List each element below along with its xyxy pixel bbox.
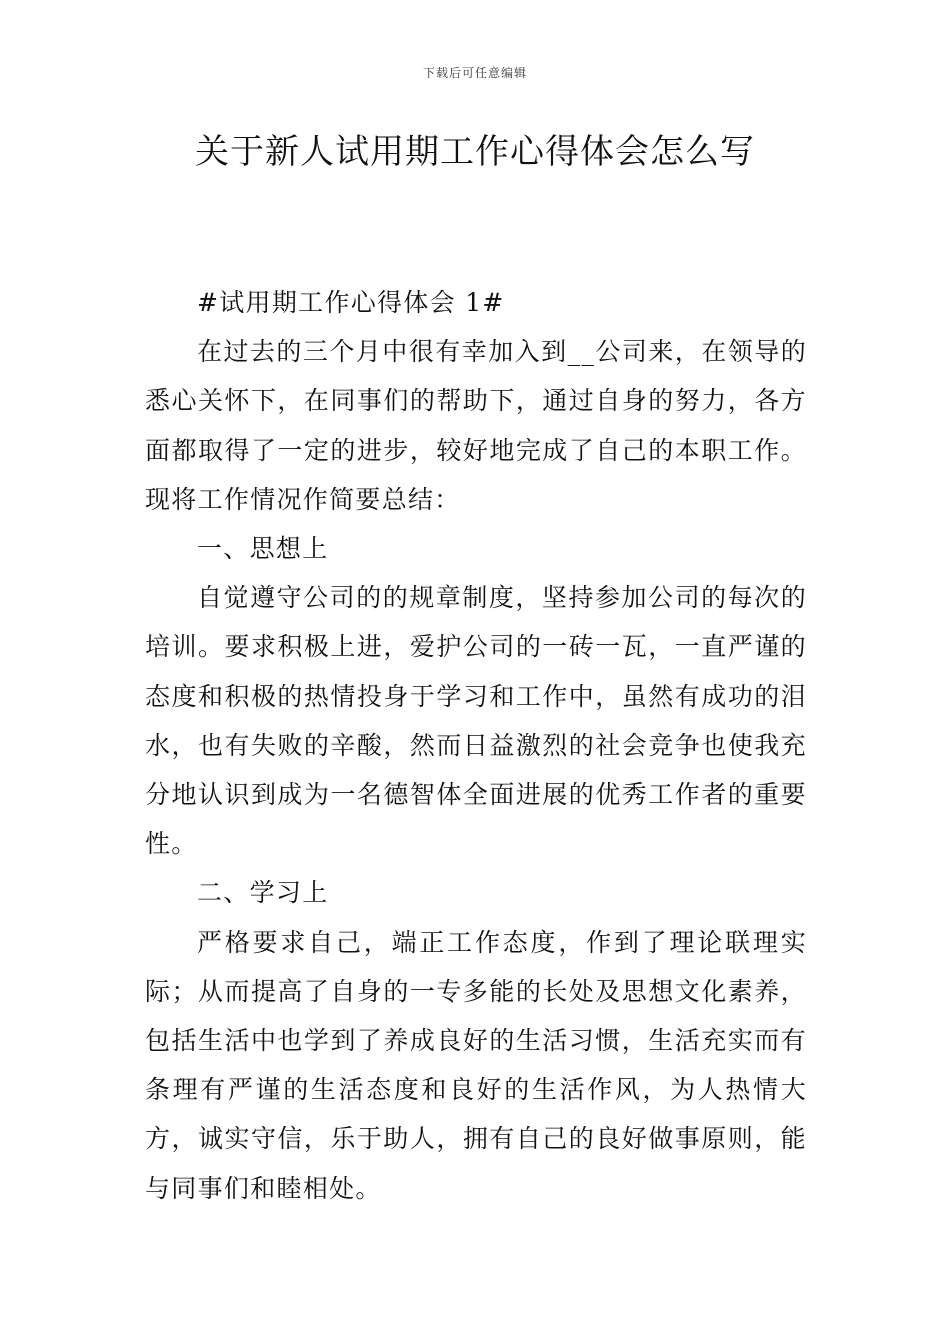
thought-paragraph: 自觉遵守公司的的规章制度，坚持参加公司的每次的培训。要求积极上进，爱护公司的一砖一瓦，一直严谨的态度和积极的热情投身于学习和工作中，虽然有成功的泪水，也有失败的辛酸，然而日益激烈的社会竞争也使我充分地认识到成为一名德智体全面进展的优秀工作者的重要性。 bbox=[145, 583, 807, 859]
study-paragraph: 严格要求自己，端正工作态度，作到了理论联理实际；从而提高了自身的一专多能的长处及思想文化素养，包括生活中也学到了养成良好的生活习惯，生活充实而有条理有严谨的生活态度和良好的生活作风，为人热情大方，诚实守信，乐于助人，拥有自己的良好做事原则，能与同事们和睦相处。 bbox=[145, 927, 807, 1203]
subheading-study: 二、学习上 bbox=[197, 878, 329, 908]
document-title: 关于新人试用期工作心得体会怎么写 bbox=[195, 132, 755, 172]
subheading-thought: 一、思想上 bbox=[197, 534, 329, 564]
section-heading-1: #试用期工作心得体会 1# bbox=[197, 288, 505, 317]
intro-paragraph: 在过去的三个月中很有幸加入到__公司来，在领导的悉心关怀下，在同事们的帮助下，通过自身的努力，各方面都取得了一定的进步，较好地完成了自己的本职工作。现将工作情况作简要总结： bbox=[145, 337, 807, 514]
document-body bbox=[145, 278, 807, 1213]
header-note: 下载后可任意编辑 bbox=[422, 66, 527, 80]
